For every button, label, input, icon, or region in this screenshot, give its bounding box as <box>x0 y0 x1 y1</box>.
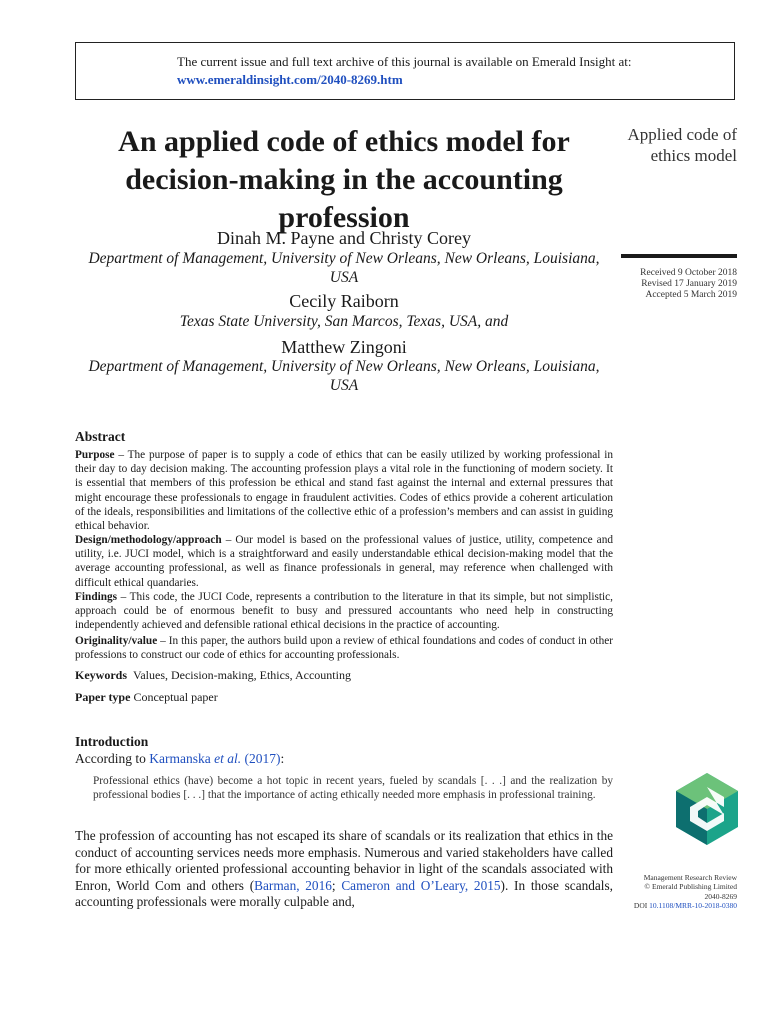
paper-type-value: Conceptual paper <box>133 690 218 704</box>
journal-notice-box <box>75 42 735 100</box>
revised-date: Revised 17 January 2019 <box>641 279 737 289</box>
design-label: Design/methodology/approach <box>75 534 222 546</box>
findings-text: – This code, the JUCI Code, represents a contribution to the literature in that its simple, but not simplistic, approach could be of enormous benefit to busy and pressured accountants who need help in constructing independently achieved and defensible rational ethical decisions in the practice of accounting. <box>75 591 613 632</box>
received-date: Received 9 October 2018 <box>640 268 737 278</box>
issn: 2040-8269 <box>704 891 737 901</box>
journal-info <box>610 873 737 911</box>
block-quote: Professional ethics (have) become a hot topic in recent years, fueled by scandals [. . .] and the realization by professional bodies [. . .] that the importance of acting ethically needed more emphasis in professional training. <box>93 775 613 802</box>
paper-type-label: Paper type <box>75 690 131 704</box>
body-text-1: The profession of accounting has not escaped its share of scandals or its realization that ethics in the conduct of accounting services needs more emphasis. Numerous and varied stakeholders have called for more ethically oriented professional accounting behavior in light of the scandals associated with Enron, World Com and others ( <box>75 828 613 893</box>
author-affiliation-2: Texas State University, San Marcos, Texas, USA, and <box>179 313 509 330</box>
doi-link[interactable]: 10.1108/MRR-10-2018-0380 <box>649 901 737 911</box>
lead-suffix: : <box>280 751 285 766</box>
author-names-3: Matthew Zingoni <box>281 337 407 357</box>
keywords-value: Values, Decision-making, Ethics, Accounting <box>133 668 351 682</box>
citation-cameron-link[interactable]: Cameron and O’Leary, 2015 <box>341 877 501 893</box>
emerald-logo-icon <box>676 773 738 845</box>
journal-url-link[interactable]: www.emeraldinsight.com/2040-8269.htm <box>177 72 403 87</box>
originality-label: Originality/value <box>75 635 158 647</box>
purpose-text: – The purpose of paper is to supply a code of ethics that can be easily utilized by working professional in their day to day decision making. The accounting profession plays a vital role in the functioning of modern society. It is essential that members of this profession be ethical and stand fast against the internal and external pressures that might encourage these professionals to engage in fraudulent activities. Codes of ethics provide a coherent articulation of the ideals, responsibilities and limitations of the collective ethic of a profession’s members and can assist in guiding ethical behavior. <box>75 449 613 533</box>
margin-rule <box>621 254 737 258</box>
article-dates <box>600 268 737 301</box>
design-text: – Our model is based on the professional values of justice, utility, competence and utility, i.e. JUCI model, which is a straightforward and easily understandable ethical decision-making model that the average accounting professional, as well as finance professionals in general, may reference when challenged with difficult ethical quandaries. <box>75 534 613 589</box>
citation-karmanska-link[interactable] <box>149 751 280 766</box>
introduction-paragraph <box>75 828 613 911</box>
findings-label: Findings <box>75 591 118 603</box>
keywords-line <box>75 668 351 683</box>
author-names-2: Cecily Raiborn <box>289 291 399 311</box>
cite-year: (2017) <box>244 751 281 766</box>
notice-text: The current issue and full text archive of this journal is available on Emerald Insight at: <box>177 54 632 69</box>
abstract-heading: Abstract <box>75 429 126 444</box>
paper-type-line <box>75 690 218 705</box>
keywords-label: Keywords <box>75 668 127 682</box>
lead-prefix: According to <box>75 751 150 766</box>
journal-name: Management Research Review <box>643 873 737 882</box>
publisher: © Emerald Publishing Limited <box>644 882 737 892</box>
abstract-purpose <box>75 448 613 533</box>
doi-line <box>610 901 737 910</box>
originality-text: – In this paper, the authors build upon a review of ethical foundations and codes of conduct in other professions to construct our code of ethics for accounting professionals. <box>75 635 613 662</box>
introduction-lead <box>75 751 284 767</box>
body-text-2: ). In those scandals, accounting professionals were morally culpable and, <box>75 877 613 910</box>
abstract-originality <box>75 634 613 662</box>
author-affiliation-3: Department of Management, University of New Orleans, New Orleans, Louisiana, USA <box>88 358 600 394</box>
author-affiliation-1: Department of Management, University of New Orleans, New Orleans, Louisiana, USA <box>88 250 600 286</box>
doi-label: DOI <box>633 901 648 911</box>
abstract-findings <box>75 590 613 633</box>
running-head: Applied code of ethics model <box>627 125 737 165</box>
introduction-heading: Introduction <box>75 734 149 749</box>
paper-title: An applied code of ethics model for decision-making in the accounting profession <box>118 125 570 234</box>
body-separator: ; <box>331 877 342 893</box>
accepted-date: Accepted 5 March 2019 <box>645 290 737 300</box>
abstract-design <box>75 533 613 590</box>
cite-author: Karmanska <box>149 751 211 766</box>
cite-etal: et al. <box>214 751 242 766</box>
citation-barman-link[interactable]: Barman, 2016 <box>254 877 332 893</box>
author-names-1: Dinah M. Payne and Christy Corey <box>217 228 471 248</box>
purpose-label: Purpose <box>75 449 115 461</box>
